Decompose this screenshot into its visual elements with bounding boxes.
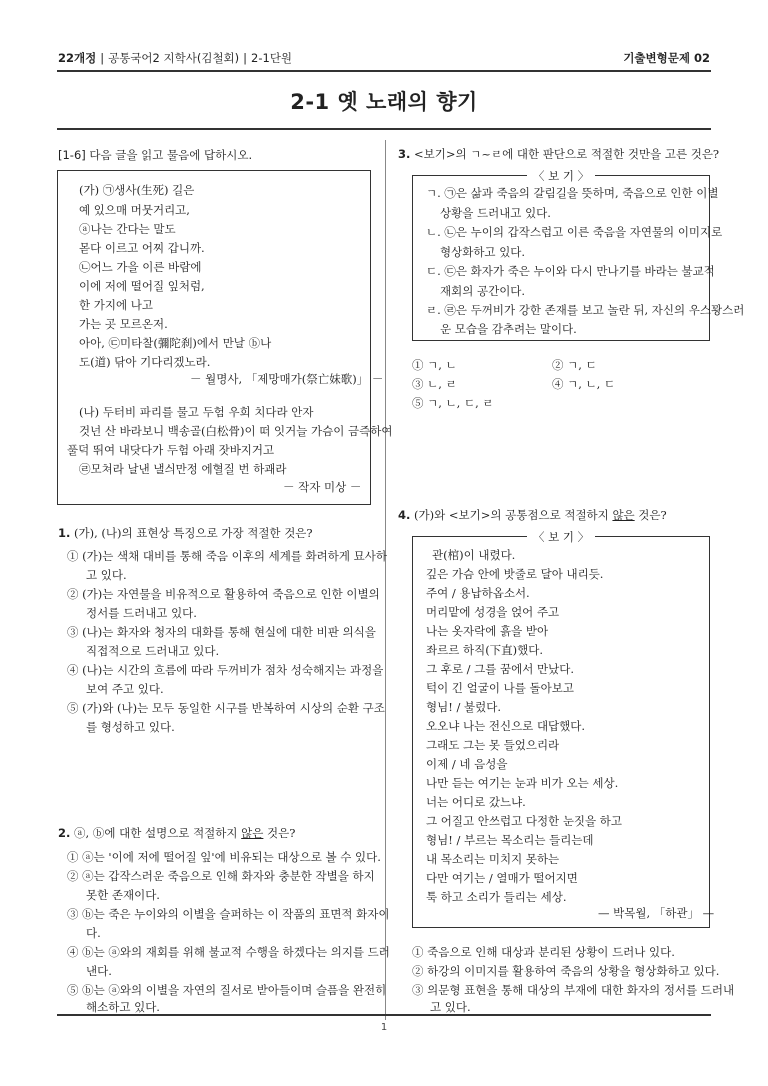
header-grade: 22개정	[58, 51, 97, 65]
passage-source: － 월명사, 「제망매가(祭亡妹歌)」 －	[190, 372, 384, 386]
question-1-stem	[58, 526, 313, 540]
question-4-text-end: 것은?	[634, 508, 667, 522]
option-text: 고 있다.	[430, 1000, 471, 1014]
passage-line: 가는 곳 모르온저.	[79, 317, 168, 331]
option-text: 고 있다.	[86, 568, 127, 582]
option-text[interactable]: ① ⓐ는 '이에 저에 떨어질 잎'에 비유되는 대상으로 볼 수 있다.	[67, 850, 381, 864]
bogi-line: 깊은 가슴 안에 밧줄로 달아 내리듯.	[426, 567, 604, 581]
question-1-number: 1.	[58, 526, 71, 540]
bogi-line: 너는 어디로 갔느냐.	[426, 795, 526, 809]
choice-4[interactable]: ④ ㄱ, ㄴ, ㄷ	[552, 377, 616, 391]
title-rule	[57, 128, 711, 130]
passage-line: 아아, ㉢미타찰(彌陀刹)에서 만날 ⓑ나	[79, 336, 272, 350]
passage-line: 몯다 이르고 어찌 갑니까.	[79, 241, 205, 255]
question-2-stem	[58, 826, 295, 840]
bogi-line: 형상화하고 있다.	[440, 245, 526, 259]
bogi-line: 그래도 그는 못 들었으리라	[426, 738, 560, 752]
question-3-number: 3.	[398, 147, 411, 161]
option-text[interactable]: ④ ⓑ는 ⓐ와의 재회를 위해 불교적 수행을 하겠다는 의지를 드러	[67, 945, 390, 959]
bogi-line: 그 어질고 안쓰럽고 다정한 눈짓을 하고	[426, 814, 623, 828]
bogi-line: 나만 듣는 여기는 눈과 비가 오는 세상.	[426, 776, 619, 790]
header-breadcrumb: 22개정 | 공통국어2 지학사(김철회) | 2-1단원	[58, 51, 293, 65]
instruction: [1-6] 다음 글을 읽고 물음에 답하시오.	[58, 148, 253, 162]
passage-line: 것넌 산 바라보니 백송골(白松骨)이 떠 잇거늘 가슴이 금즉하여	[79, 424, 393, 438]
bogi-line: ㄱ. ㉠은 삶과 죽음의 갈림길을 뜻하며, 죽음으로 인한 이별	[426, 186, 719, 200]
page-title: 2-1 옛 노래의 향기	[290, 90, 478, 114]
passage-line: 이에 저에 떨어질 잎처럼,	[79, 279, 205, 293]
option-text[interactable]: ② ⓐ는 갑작스러운 죽음으로 인해 화자와 충분한 작별을 하지	[67, 869, 375, 883]
bogi-line: 나는 옷자락에 흙을 받아	[426, 624, 549, 638]
option-text: 못한 존재이다.	[86, 888, 160, 902]
footer-rule	[57, 1014, 711, 1016]
bogi-line: 상황을 드러내고 있다.	[440, 206, 551, 220]
choice-3[interactable]: ③ ㄴ, ㄹ	[412, 377, 457, 391]
header-rule	[57, 70, 711, 72]
page-number: 1	[380, 1022, 388, 1033]
passage-line: (가) ㉠생사(生死) 길은	[79, 183, 195, 197]
question-4-text: (가)와 <보기>의 공통점으로 적절하지	[414, 508, 613, 522]
header-right-label: 기출변형문제 02	[623, 51, 710, 65]
option-text[interactable]: ③ (나)는 화자와 청자의 대화를 통해 현실에 대한 비판 의식을	[67, 625, 376, 639]
bogi-line: 그 후로 / 그를 꿈에서 만났다.	[426, 662, 575, 676]
passage-line: (나) 두터비 파리를 물고 두험 우희 치다라 안자	[79, 405, 314, 419]
question-4-stem	[398, 508, 667, 522]
question-4-negation: 않은	[612, 508, 635, 522]
header-subject: 공통국어2 지학사(김철회)	[108, 51, 240, 65]
bogi-line: 내 목소리는 미치지 못하는	[426, 852, 560, 866]
question-4-bogi-label: 〈 보 기 〉	[527, 529, 595, 545]
option-text[interactable]: ① 죽음으로 인해 대상과 분리된 상황이 드러나 있다.	[412, 945, 675, 959]
passage-line: ㉡어느 가을 이른 바람에	[79, 260, 202, 274]
question-2-negation: 않은	[241, 826, 264, 840]
header-unit: 2-1단원	[251, 51, 293, 65]
question-2-text-end: 것은?	[263, 826, 296, 840]
option-text[interactable]: ⑤ ⓑ는 ⓐ와의 이별을 자연의 질서로 받아들이며 슬픔을 완전히	[67, 983, 387, 997]
passage-line: ㉣모쳐라 날낸 낼싀만정 에혈질 번 하괘라	[79, 462, 287, 476]
option-text: 다.	[86, 926, 101, 940]
option-text[interactable]: ⑤ (가)와 (나)는 모두 동일한 시구를 반복하여 시상의 순환 구조	[67, 701, 385, 715]
bogi-line: 관(棺)이 내렸다.	[432, 548, 516, 562]
bogi-line: 머리맡에 성경을 얹어 주고	[426, 605, 560, 619]
choice-2[interactable]: ② ㄱ, ㄷ	[552, 358, 597, 372]
bogi-line: 툭 하고 소리가 들리는 세상.	[426, 890, 567, 904]
option-text: 해소하고 있다.	[86, 1000, 160, 1014]
passage-line: 예 있으매 머뭇거리고,	[79, 203, 190, 217]
option-text[interactable]: ③ 의문형 표현을 통해 대상의 부재에 대한 화자의 정서를 드러내	[412, 983, 735, 997]
question-3-stem	[398, 147, 719, 161]
passage-line: ⓐ나는 간다는 말도	[79, 222, 176, 236]
option-text[interactable]: ② 하강의 이미지를 활용하여 죽음의 상황을 형상화하고 있다.	[412, 964, 720, 978]
option-text[interactable]: ④ (나)는 시간의 흐름에 따라 두꺼비가 점차 성숙해지는 과정을	[67, 663, 384, 677]
option-text: 를 형성하고 있다.	[86, 720, 175, 734]
bogi-line: 주여 / 용납하옵소서.	[426, 586, 530, 600]
bogi-line: 턱이 긴 얼굴이 나를 돌아보고	[426, 681, 574, 695]
bogi-line: 이제 / 네 음성을	[426, 757, 508, 771]
choice-5[interactable]: ⑤ ㄱ, ㄴ, ㄷ, ㄹ	[412, 396, 494, 410]
passage-line: 풀덕 뛰여 내닷다가 두험 아래 잣바지거고	[67, 443, 275, 457]
passage-line: 한 가지에 나고	[79, 298, 153, 312]
bogi-line: ㄹ. ㉣은 두꺼비가 강한 존재를 보고 놀란 뒤, 자신의 우스꽝스러	[426, 303, 745, 317]
passage-source: － 작자 미상 －	[283, 480, 362, 494]
bogi-line: 재회의 공간이다.	[440, 284, 526, 298]
question-3-bogi-label: 〈 보 기 〉	[527, 168, 595, 184]
bogi-line: ㄴ. ㉡은 누이의 갑작스럽고 이른 죽음을 자연물의 이미지로	[426, 225, 723, 239]
choice-1[interactable]: ① ㄱ, ㄴ	[412, 358, 457, 372]
option-text[interactable]: ② (가)는 자연물을 비유적으로 활용하여 죽음으로 인한 이별의	[67, 587, 380, 601]
question-2-number: 2.	[58, 826, 71, 840]
question-1-text: (가), (나)의 표현상 특징으로 가장 적절한 것은?	[74, 526, 313, 540]
bogi-line: 좌르르 하직(下直)했다.	[426, 643, 544, 657]
bogi-line: 형님! / 부르는 목소리는 들리는데	[426, 833, 594, 847]
option-text: 정서를 드러내고 있다.	[86, 606, 197, 620]
bogi-line: 운 모습을 감추려는 말이다.	[440, 322, 577, 336]
question-2-text: ⓐ, ⓑ에 대한 설명으로 적절하지	[74, 826, 242, 840]
passage-line: 도(道) 닦아 기다리겠노라.	[79, 355, 211, 369]
option-text: 직접적으로 드러내고 있다.	[86, 644, 220, 658]
bogi-line: 형님! / 불렀다.	[426, 700, 502, 714]
bogi-source: — 박목월, 「하관」 —	[598, 906, 715, 920]
option-text[interactable]: ③ ⓑ는 죽은 누이와의 이별을 슬퍼하는 이 작품의 표면적 화자이	[67, 907, 390, 921]
bogi-line: ㄷ. ㉢은 화자가 죽은 누이와 다시 만나기를 바라는 불교적	[426, 264, 715, 278]
question-3-text: <보기>의 ㄱ~ㄹ에 대한 판단으로 적절한 것만을 고른 것은?	[414, 147, 720, 161]
option-text: 보여 주고 있다.	[86, 682, 164, 696]
option-text[interactable]: ① (가)는 색채 대비를 통해 죽음 이후의 세계를 화려하게 묘사하	[67, 549, 387, 563]
bogi-line: 오오냐 나는 전신으로 대답했다.	[426, 719, 586, 733]
bogi-line: 다만 여기는 / 열매가 떨어지면	[426, 871, 578, 885]
question-4-number: 4.	[398, 508, 411, 522]
option-text: 낸다.	[86, 964, 112, 978]
column-divider	[385, 140, 386, 1020]
